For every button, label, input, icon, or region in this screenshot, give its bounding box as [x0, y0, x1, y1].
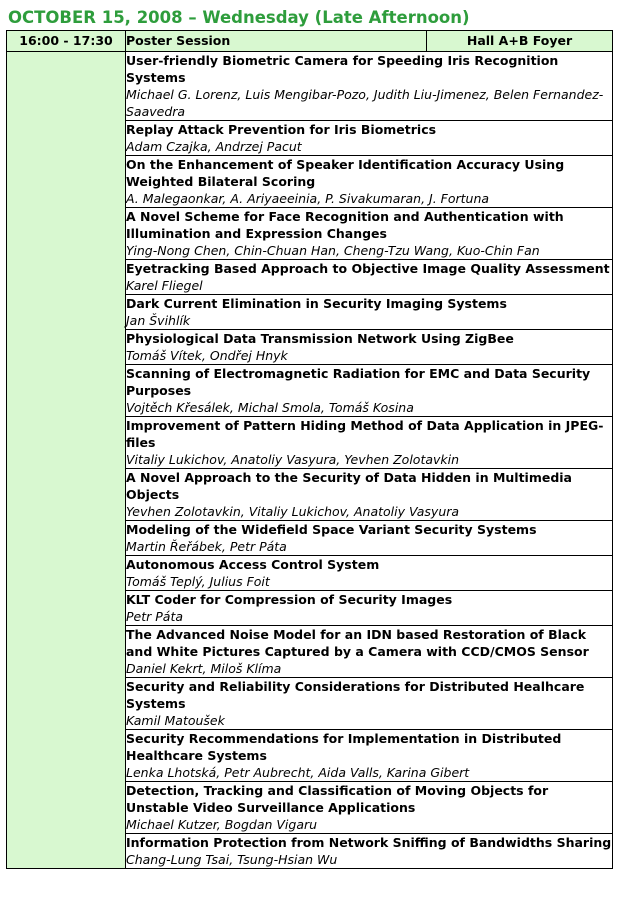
paper-title: Autonomous Access Control System	[126, 557, 380, 572]
paper-title: Physiological Data Transmission Network Using ZigBee	[126, 331, 514, 346]
paper-cell	[126, 208, 613, 260]
paper-cell	[126, 52, 613, 121]
paper-title: User-friendly Biometric Camera for Speeding Iris Recognition Systems	[126, 53, 559, 85]
paper-cell	[126, 156, 613, 208]
paper-authors: Tomáš Teplý, Julius Foit	[126, 574, 270, 589]
paper-authors: Daniel Kekrt, Miloš Klíma	[126, 661, 282, 676]
paper-title: KLT Coder for Compression of Security Images	[126, 592, 453, 607]
paper-title: Eyetracking Based Approach to Objective Image Quality Assessment	[126, 261, 610, 276]
paper-title: On the Enhancement of Speaker Identification Accuracy Using Weighted Bilateral Scoring	[126, 157, 565, 189]
paper-cell	[126, 295, 613, 330]
paper-title: Information Protection from Network Sniffing of Bandwidths Sharing	[126, 835, 612, 850]
paper-authors: Tomáš Vítek, Ondřej Hnyk	[126, 348, 288, 363]
paper-authors: Karel Fliegel	[126, 278, 203, 293]
paper-title: Modeling of the Widefield Space Variant Security Systems	[126, 522, 537, 537]
paper-authors: Ying-Nong Chen, Chin-Chuan Han, Cheng-Tzu Wang, Kuo-Chin Fan	[126, 243, 540, 258]
paper-title: A Novel Scheme for Face Recognition and Authentication with Illumination and Expression Changes	[126, 209, 564, 241]
paper-cell	[126, 365, 613, 417]
paper-cell	[126, 260, 613, 295]
paper-title: The Advanced Noise Model for an IDN based Restoration of Black and White Pictures Captured by a Camera with CCD/CMOS Sensor	[126, 627, 589, 659]
session-room: Hall A+B Foyer	[427, 31, 613, 52]
paper-authors: Chang-Lung Tsai, Tsung-Hsian Wu	[126, 852, 338, 867]
paper-authors: A. Malegaonkar, A. Ariyaeeinia, P. Sivakumaran, J. Fortuna	[126, 191, 490, 206]
paper-authors: Vitaliy Lukichov, Anatoliy Vasyura, Yevhen Zolotavkin	[126, 452, 460, 467]
paper-authors: Michael G. Lorenz, Luis Mengibar-Pozo, Judith Liu-Jimenez, Belen Fernandez-Saavedra	[126, 87, 604, 119]
paper-authors: Martin Řeřábek, Petr Páta	[126, 539, 287, 554]
paper-cell	[126, 626, 613, 678]
paper-cell	[126, 469, 613, 521]
paper-title: Security Recommendations for Implementation in Distributed Healthcare Systems	[126, 731, 562, 763]
paper-cell	[126, 417, 613, 469]
paper-cell	[126, 591, 613, 626]
session-time: 16:00 - 17:30	[7, 31, 126, 52]
schedule-table	[6, 30, 613, 869]
paper-cell	[126, 834, 613, 869]
paper-authors: Vojtěch Křesálek, Michal Smola, Tomáš Kosina	[126, 400, 414, 415]
session-title: Poster Session	[126, 31, 427, 52]
paper-authors: Petr Páta	[126, 609, 184, 624]
paper-cell	[126, 730, 613, 782]
paper-title: Detection, Tracking and Classification of Moving Objects for Unstable Video Surveillance Applications	[126, 783, 549, 815]
paper-authors: Kamil Matoušek	[126, 713, 225, 728]
paper-title: Security and Reliability Considerations for Distributed Healhcare Systems	[126, 679, 585, 711]
paper-authors: Lenka Lhotská, Petr Aubrecht, Aida Valls, Karina Gibert	[126, 765, 470, 780]
paper-title: Improvement of Pattern Hiding Method of Data Application in JPEG-files	[126, 418, 604, 450]
session-header-row	[7, 31, 613, 52]
paper-cell	[126, 330, 613, 365]
paper-row	[7, 52, 613, 121]
paper-cell	[126, 556, 613, 591]
paper-authors: Adam Czajka, Andrzej Pacut	[126, 139, 302, 154]
day-heading: OCTOBER 15, 2008 – Wednesday (Late Afternoon)	[8, 8, 470, 27]
paper-title: A Novel Approach to the Security of Data Hidden in Multimedia Objects	[126, 470, 572, 502]
paper-authors: Yevhen Zolotavkin, Vitaliy Lukichov, Anatoliy Vasyura	[126, 504, 460, 519]
time-column-fill	[7, 52, 126, 869]
paper-authors: Michael Kutzer, Bogdan Vigaru	[126, 817, 318, 832]
paper-title: Scanning of Electromagnetic Radiation for EMC and Data Security Purposes	[126, 366, 591, 398]
paper-cell	[126, 521, 613, 556]
paper-title: Replay Attack Prevention for Iris Biometrics	[126, 122, 437, 137]
paper-cell	[126, 121, 613, 156]
paper-title: Dark Current Elimination in Security Imaging Systems	[126, 296, 507, 311]
paper-cell	[126, 678, 613, 730]
paper-authors: Jan Švihlík	[126, 313, 191, 328]
paper-cell	[126, 782, 613, 834]
